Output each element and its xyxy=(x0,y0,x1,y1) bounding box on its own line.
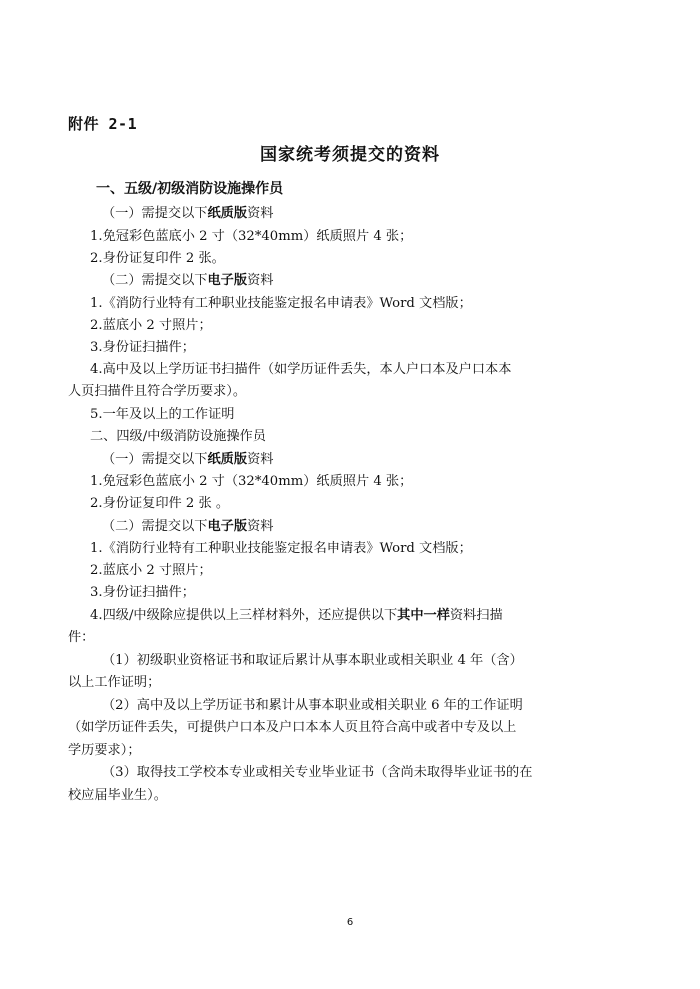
option-item: （1）初级职业资格证书和取证后累计从事本职业或相关职业 4 年（含） xyxy=(102,653,523,668)
section1-heading: 一、五级/初级消防设施操作员 xyxy=(96,181,284,197)
list-item: 1.《消防行业特有工种职业技能鉴定报名申请表》Word 文档版； xyxy=(90,296,472,311)
list-item: 1.《消防行业特有工种职业技能鉴定报名申请表》Word 文档版； xyxy=(90,541,472,556)
option-continuation: （如学历证件丢失，可提供户口本及户口本本人页且符合高中或者中专及以上 xyxy=(68,720,517,735)
option-item: （3）取得技工学校本专业或相关专业毕业证书（含尚未取得毕业证书的在 xyxy=(102,765,533,780)
option-continuation: 校应届毕业生）。 xyxy=(68,788,167,803)
section2-heading: 二、四级/中级消防设施操作员 xyxy=(90,429,266,444)
attachment-label: 附件 2-1 xyxy=(68,115,138,133)
list-item: 1.免冠彩色蓝底小 2 寸（32*40mm）纸质照片 4 张； xyxy=(90,474,413,489)
list-item: 1.免冠彩色蓝底小 2 寸（32*40mm）纸质照片 4 张； xyxy=(90,229,413,244)
section1-paper-heading: （一）需提交以下纸质版资料 xyxy=(102,206,274,221)
list-item-continuation: 件： xyxy=(68,630,95,645)
section2-electronic-heading: （二）需提交以下电子版资料 xyxy=(102,519,274,534)
option-continuation: 学历要求）； xyxy=(68,743,141,758)
list-item: 3.身份证扫描件； xyxy=(90,340,195,355)
section1-electronic-heading: （二）需提交以下电子版资料 xyxy=(102,273,274,288)
page-number: 6 xyxy=(346,917,354,928)
option-continuation: 以上工作证明； xyxy=(68,675,161,690)
list-item: 3.身份证扫描件； xyxy=(90,585,195,600)
list-item: 2.蓝底小 2 寸照片； xyxy=(90,563,212,578)
list-item-continuation: 人页扫描件且符合学历要求）。 xyxy=(68,384,247,399)
list-item: 2.身份证复印件 2 张。 xyxy=(90,251,225,266)
section2-paper-heading: （一）需提交以下纸质版资料 xyxy=(102,452,274,467)
list-item: 2.身份证复印件 2 张 。 xyxy=(90,496,230,511)
page-title: 国家统考须提交的资料 xyxy=(260,145,440,165)
list-item: 2.蓝底小 2 寸照片； xyxy=(90,318,212,333)
list-item: 5.一年及以上的工作证明 xyxy=(90,407,235,422)
section2-item4: 4.四级/中级除应提供以上三样材料外，还应提供以下其中一样资料扫描 xyxy=(90,608,503,623)
option-item: （2）高中及以上学历证书和累计从事本职业或相关职业 6 年的工作证明 xyxy=(102,698,523,713)
list-item: 4.高中及以上学历证书扫描件（如学历证件丢失，本人户口本及户口本本 xyxy=(90,362,512,377)
